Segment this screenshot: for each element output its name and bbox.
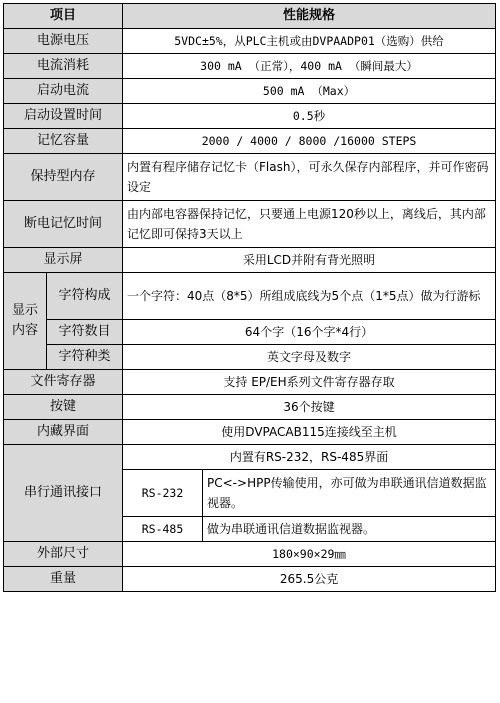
row-label: 断电记忆时间 — [4, 201, 123, 248]
row-value: 英文字母及数字 — [123, 345, 496, 370]
row-value: 采用LCD并附有背光照明 — [123, 248, 496, 273]
table-row — [4, 129, 496, 154]
row-value: 支持 EP/EH系列文件寄存器存取 — [123, 370, 496, 395]
row-value: 300 mA （正常），400 mA （瞬间最大） — [123, 54, 496, 79]
table-row — [4, 79, 496, 104]
table-row — [4, 370, 496, 395]
table-row — [4, 445, 496, 470]
row-value: 500 mA （Max） — [123, 79, 496, 104]
table-row — [4, 420, 496, 445]
row-value: 180×90×29㎜ — [123, 542, 496, 567]
row-label: 电源电压 — [4, 29, 123, 54]
table-row — [4, 154, 496, 201]
table-row — [4, 320, 496, 345]
rs232-name: RS-232 — [123, 470, 203, 517]
serial-port-summary: 内置有RS-232，RS-485界面 — [123, 445, 496, 470]
row-value: 5VDC±5%，从PLC主机或由DVPAADP01（选购）供给 — [123, 29, 496, 54]
row-label: 启动电流 — [4, 79, 123, 104]
header-spec: 性能规格 — [123, 4, 496, 29]
row-value: 一个字符：40点（8*5）所组成底线为5个点（1*5点）做为行游标 — [123, 273, 496, 320]
row-label: 启动设置时间 — [4, 104, 123, 129]
row-value: 0.5秒 — [123, 104, 496, 129]
row-value: 36个按键 — [123, 395, 496, 420]
spec-table — [3, 3, 496, 592]
row-label: 记忆容量 — [4, 129, 123, 154]
table-row — [4, 542, 496, 567]
row-label: 电流消耗 — [4, 54, 123, 79]
table-row — [4, 29, 496, 54]
row-label: 内藏界面 — [4, 420, 123, 445]
table-header-row — [4, 4, 496, 29]
row-label: 外部尺寸 — [4, 542, 123, 567]
table-row — [4, 201, 496, 248]
table-row — [4, 567, 496, 592]
spec-table-wrapper — [3, 3, 495, 592]
row-label: 显示屏 — [4, 248, 123, 273]
row-label: 按键 — [4, 395, 123, 420]
header-item: 项目 — [4, 4, 123, 29]
row-label: 重量 — [4, 567, 123, 592]
table-row — [4, 104, 496, 129]
rs485-name: RS-485 — [123, 517, 203, 542]
row-value: 使用DVPACAB115连接线至主机 — [123, 420, 496, 445]
row-value: 由内部电容器保持记忆，只要通上电源120秒以上，离线后，其内部记忆即可保持3天以上 — [123, 201, 496, 248]
table-row — [4, 248, 496, 273]
table-row — [4, 54, 496, 79]
row-label: 文件寄存器 — [4, 370, 123, 395]
sub-label: 字符种类 — [47, 345, 123, 370]
sub-label: 字符数目 — [47, 320, 123, 345]
table-row — [4, 345, 496, 370]
rs232-value: PC<->HPP传输使用，亦可做为串联通讯信道数据监视器。 — [203, 470, 496, 517]
row-value: 265.5公克 — [123, 567, 496, 592]
serial-port-label: 串行通讯接口 — [4, 445, 123, 542]
display-content-label: 显示内容 — [4, 273, 47, 370]
table-row — [4, 273, 496, 320]
row-label: 保持型内存 — [4, 154, 123, 201]
rs485-value: 做为串联通讯信道数据监视器。 — [203, 517, 496, 542]
row-value: 内置有程序储存记忆卡（Flash），可永久保存内部程序，并可作密码设定 — [123, 154, 496, 201]
table-row — [4, 395, 496, 420]
row-value: 64个字（16个字*4行） — [123, 320, 496, 345]
sub-label: 字符构成 — [47, 273, 123, 320]
row-value: 2000 / 4000 / 8000 /16000 STEPS — [123, 129, 496, 154]
